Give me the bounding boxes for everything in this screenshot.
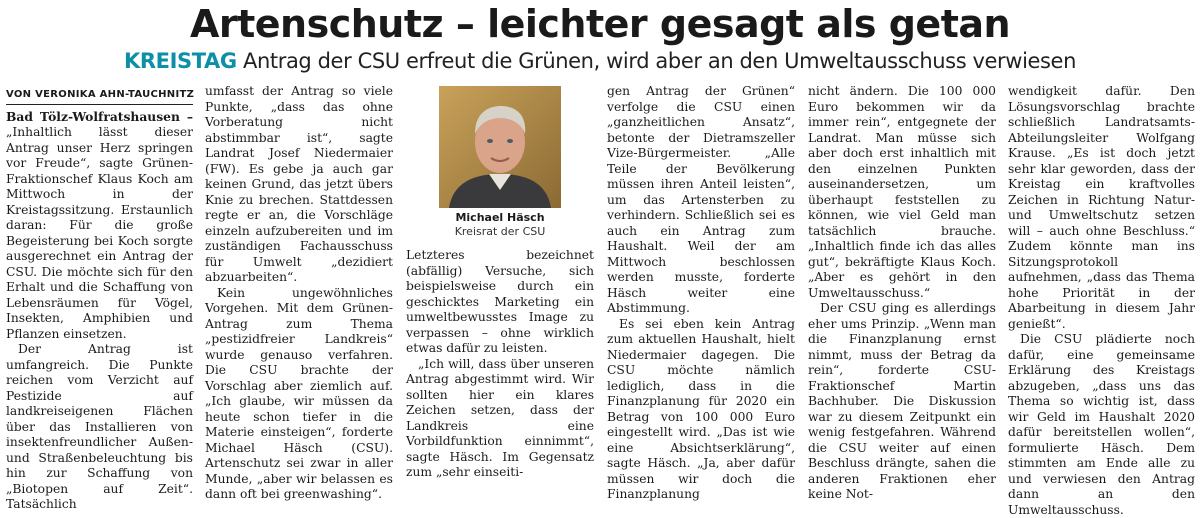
paragraph: nicht ändern. Die 100 000 Euro bekommen wir da immer rein“, entgegnete der Landrat. Man müsse sich aber doch erst inhaltlich mit den einzelnen Punkten auseinandersetzen, um überhaupt feststellen zu können, wie viel Geld man tatsächlich brauche. „Inhaltlich finde ich das alles gut“, bekräftigte Klaus Koch. „Aber es gehört in den Umweltausschuss.“: [808, 84, 996, 300]
paragraph-text: „Inhaltlich lässt dieser Antrag unser Herz springen vor Freude“, sagte Grünen-Fraktionschef Klaus Koch am Mittwoch in der Kreistagssitzung. Erstaunlich daran: Für die große Begeisterung bei Koch sorgte ausgerechnet ein Antrag der CSU. Die möchte sich für den Erhalt und die Schaffung von Lebensräumen für Vögel, Insekten, Amphibien und Pflanzen einsetzen.: [6, 125, 193, 341]
paragraph: Letzteres bezeichnet (abfällig) Versuche, sich beispielsweise durch ein geschicktes Marketing ein umweltbewusstes Image zu verpassen – ohne wirklich etwas dafür zu leisten.: [406, 248, 594, 355]
section-kicker: KREISTAG: [124, 49, 237, 73]
subheadline-text: Antrag der CSU erfreut die Grünen, wird aber an den Umweltausschuss verwiesen: [243, 49, 1076, 73]
paragraph: [6, 109, 193, 343]
dateline: Bad Tölz-Wolfratshausen –: [6, 108, 193, 124]
paragraph: „Ich will, dass über unseren Antrag abgestimmt wird. Wir sollten hier ein klares Zeichen setzen, dass der Landkreis eine Vorbildfunktion einnimmt“, sagte Häsch. Im Gegensatz zum „sehr einseiti-: [406, 356, 594, 479]
column-6: [1008, 84, 1195, 518]
paragraph: Es sei eben kein Antrag zum aktuellen Haushalt, hielt Niedermaier dagegen. Die CSU möchte nämlich lediglich, dass in die Finanzplanung für 2020 ein Betrag von 100 000 Euro eingestellt wird. „Das ist wie eine Absichtserklärung“, sagte Häsch. „Ja, aber dafür müssen wir doch die Finanzplanung: [607, 316, 795, 501]
column-5: [808, 84, 996, 503]
paragraph: wendigkeit dafür. Den Lösungsvorschlag brachte schließlich Landratsamts-Abteilungsleiter Wolfgang Krause. „Es ist doch jetzt sehr klar geworden, dass der Kreistag ein kraftvolles Zeichen in Richtung Natur- und Umweltschutz setzen will – auch ohne Beschluss.“ Zudem könnte man ins Sitzungsprotokoll aufnehmen, „dass das Thema hohe Priorität in der Abarbeitung in diesem Jahr genießt“.: [1008, 84, 1195, 331]
paragraph: umfasst der Antrag so viele Punkte, „dass das ohne Vorberatung nicht abstimmbar ist“, sagte Landrat Josef Niedermaier (FW). Es gebe ja auch gar keinen Grund, das jetzt übers Knie zu brechen. Stattdessen regte er an, die Vorschläge einzeln aufzubereiten und im zuständigen Fachausschuss für Umwelt „dezidiert abzuarbeiten“.: [205, 84, 393, 284]
column-2: [205, 84, 393, 503]
paragraph: Kein ungewöhnliches Vorgehen. Mit dem Grünen-Antrag zum Thema „pestizidfreier Landkreis“ wurde genauso verfahren. Die CSU brachte der Vorschlag aber ziemlich auf. „Ich glaube, wir müssen da heute schon tiefer in die Materie einsteigen“, forderte Michael Häsch (CSU). Artenschutz sei zwar in aller Munde, „aber wir belassen es dann oft bei greenwashing“.: [205, 285, 393, 501]
column-1: [6, 87, 193, 513]
photo-caption-name: Michael Häsch: [455, 211, 545, 224]
paragraph: Der CSU ging es allerdings eher ums Prinzip. „Wenn man die Finanzplanung ernst nimmt, muss der Betrag da rein“, forderte CSU-Fraktionschef Martin Bachhuber. Die Diskussion war zu diesem Zeitpunkt ein wenig festgefahren. Während die CSU weiter auf einen Beschluss drängte, sahen die anderen Fraktionen eher keine Not-: [808, 301, 996, 501]
paragraph: gen Antrag der Grünen“ verfolge die CSU einen „ganzheitlichen Ansatz“, betonte der Dietramszeller Vize-Bürgermeister. „Alle Teile der Bevölkerung müssen ihren Anteil leisten“, um das Artensterben zu verhindern. Schließlich sei es auch ein Antrag zum Haushalt. Weil der am Mittwoch beschlossen werden musste, forderte Häsch weiter eine Abstimmung.: [607, 84, 795, 315]
column-4: [607, 84, 795, 503]
article-subheadline: [0, 48, 1200, 74]
byline: VON VERONIKA AHN-TAUCHNITZ: [6, 87, 193, 105]
portrait-photo: [439, 86, 561, 208]
article-headline: Artenschutz – leichter gesagt als getan: [189, 2, 1011, 46]
photo-caption-role: Kreisrat der CSU: [454, 225, 546, 238]
paragraph: Der Antrag ist umfangreich. Die Punkte reichen vom Verzicht auf Pestizide auf landkreiseigenen Flächen über das Installieren von insektenfreundlicher Außen- und Straßenbeleuchtung bis hin zur Schaffung von „Biotopen auf Zeit“. Tatsächlich: [6, 342, 193, 511]
photo-box: [406, 86, 594, 236]
paragraph: Die CSU plädierte noch dafür, eine gemeinsame Erklärung des Kreistags abzugeben, „dass uns das Thema so wichtig ist, dass wir Geld im Haushalt 2020 dafür bereitstellen wollen“, formulierte Häsch. Dem stimmten am Ende alle zu und verwiesen den Antrag dann an den Umweltausschuss.: [1008, 332, 1195, 517]
column-3: [406, 84, 594, 481]
